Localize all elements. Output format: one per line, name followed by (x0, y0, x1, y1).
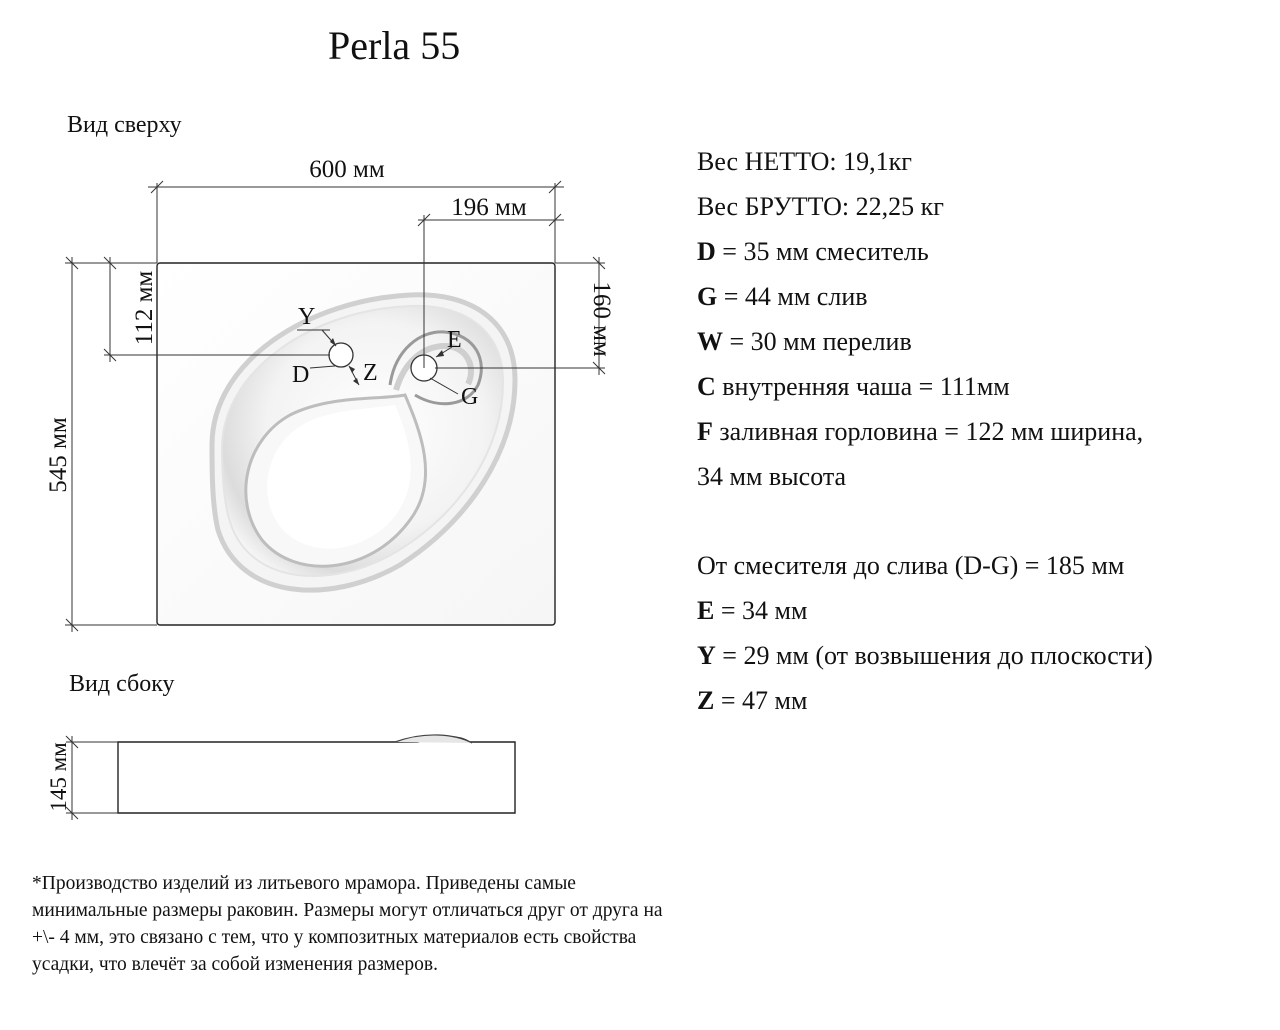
spec-line: Y = 29 мм (от возвышения до плоскости) (697, 641, 1153, 670)
spec-line: От смесителя до слива (D-G) = 185 мм (697, 551, 1125, 580)
mixer-hole (329, 343, 353, 367)
dim-145 (66, 736, 118, 820)
dim-545-text: 545 мм (45, 417, 72, 493)
side-view-label: Вид сбоку (69, 671, 175, 697)
spec-line: G = 44 мм слив (697, 282, 868, 311)
marker-e: E (447, 327, 462, 353)
dim-196-text: 196 мм (451, 194, 527, 221)
marker-d: D (292, 362, 310, 388)
spec-line: Вес БРУТТО: 22,25 кг (697, 192, 944, 221)
spec-line: D = 35 мм смеситель (697, 237, 929, 266)
spec-line: F заливная горловина = 122 мм ширина, (697, 417, 1144, 446)
marker-y: Y (298, 304, 316, 330)
dim-width-text: 600 мм (309, 156, 385, 183)
marker-z: Z (363, 360, 378, 386)
spec-line: W = 30 мм перелив (697, 327, 912, 356)
spec-line: 34 мм высота (697, 462, 847, 491)
dim-112-text: 112 мм (131, 270, 158, 346)
top-view-label: Вид сверху (67, 112, 182, 138)
dim-145-text: 145 мм (46, 742, 71, 812)
dim-160-text: 160 мм (588, 281, 615, 357)
page-title: Perla 55 (328, 23, 461, 68)
spec-line: C внутренняя чаша = 111мм (697, 372, 1010, 401)
marker-g: G (461, 384, 479, 410)
footnote: *Производство изделий из литьевого мрамора. Приведены самые минимальные размеры раковин. Размеры могут отличаться друг от друга на +\- 4 мм, это связано с тем, что у композитных материалов есть свойства усадки, что влечёт за собой изменения размеров. (32, 873, 663, 975)
spec-line: Z = 47 мм (697, 686, 808, 715)
side-view-outline (118, 736, 515, 813)
spec-line: Вес НЕТТО: 19,1кг (697, 147, 912, 176)
spec-line: E = 34 мм (697, 596, 808, 625)
